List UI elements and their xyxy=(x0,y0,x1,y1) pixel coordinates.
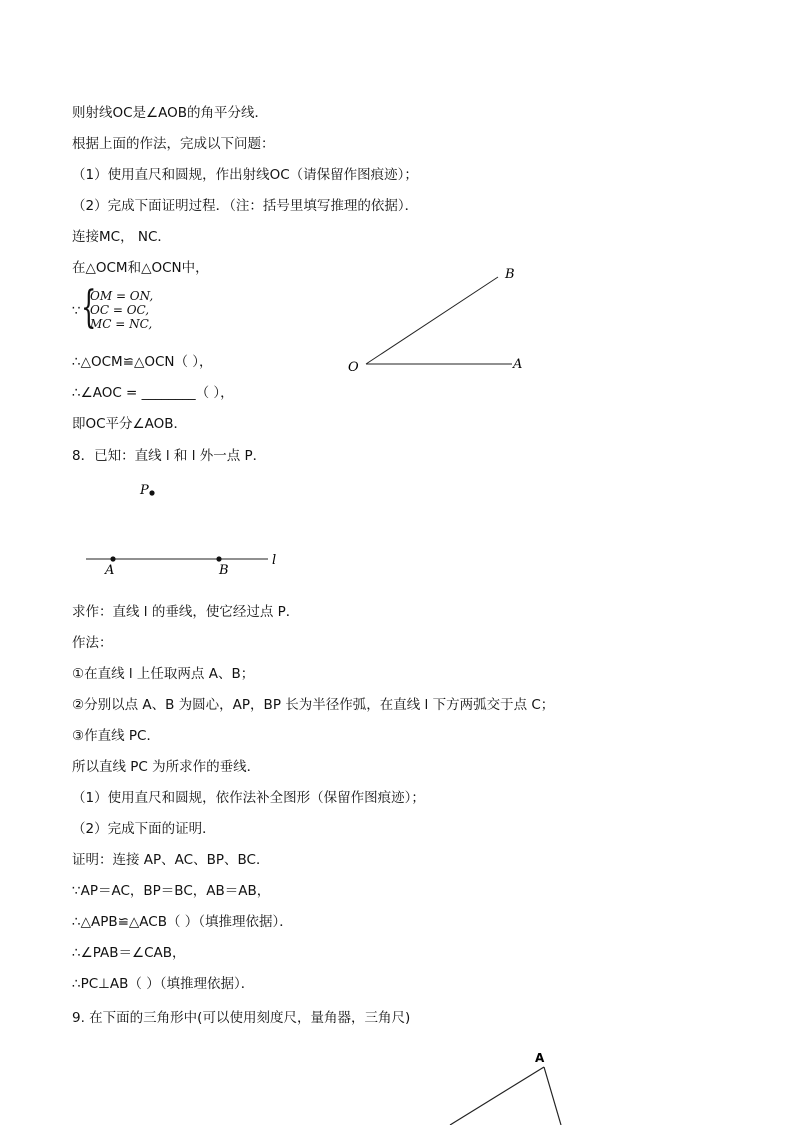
left-brace: { xyxy=(81,282,97,333)
label-a: A xyxy=(513,357,523,372)
text-step-2: ②分别以点 A、B 为圆心，AP，BP 长为半径作弧，在直线 l 下方两弧交于点 C； xyxy=(72,697,555,713)
system-line-3: MC = NC, xyxy=(90,317,153,331)
text-problem-8: 8．已知：直线 l 和 l 外一点 P． xyxy=(72,448,267,464)
label-a: A xyxy=(535,1051,545,1065)
text-instruction: 根据上面的作法，完成以下问题： xyxy=(72,136,275,152)
label-b: B xyxy=(505,267,515,282)
text-connect: 连接MC， NC． xyxy=(72,229,171,245)
text-angle-blank: ∴∠AOC = ________（ ）， xyxy=(72,385,234,401)
text-step-1: ①在直线 l 上任取两点 A、B； xyxy=(72,666,255,682)
label-l: l xyxy=(272,553,277,568)
label-b: B xyxy=(219,563,229,578)
text-proof-perpendicular: ∴PC⊥AB（ ）（填推理依据）． xyxy=(72,976,255,992)
label-a: A xyxy=(105,563,115,578)
equation-system xyxy=(72,282,192,335)
triangle-figure xyxy=(440,1045,600,1125)
label-o: O xyxy=(348,360,359,375)
label-p: P xyxy=(140,483,149,498)
text-construct-goal: 求作：直线 l 的垂线，使它经过点 P． xyxy=(72,604,300,620)
triangle-side-right xyxy=(544,1067,561,1125)
line-l-figure xyxy=(80,478,300,578)
text-proof-angles: ∴∠PAB＝∠CAB， xyxy=(72,945,186,961)
point-p xyxy=(149,490,154,495)
text-question-1: （1）使用直尺和圆规，作出射线OC（请保留作图痕迹）； xyxy=(72,167,418,183)
text-proof-congruent: ∴△APB≌△ACB（ ）（填推理依据）． xyxy=(72,914,293,930)
point-b xyxy=(216,556,221,561)
text-task-1: （1）使用直尺和圆规，依作法补全图形（保留作图痕迹）； xyxy=(72,790,425,806)
text-step-3: ③作直线 PC． xyxy=(72,728,160,744)
triangle-side-left xyxy=(450,1067,544,1125)
angle-aob-figure xyxy=(340,260,540,380)
text-question-2: （2）完成下面证明过程．（注：括号里填写推理的依据）． xyxy=(72,198,419,214)
text-triangles: 在△OCM和△OCN中， xyxy=(72,260,209,276)
ray-ob xyxy=(366,277,498,364)
text-method-heading: 作法： xyxy=(72,635,113,651)
text-bisects: 即OC平分∠AOB． xyxy=(72,416,188,432)
because-symbol: ∵ xyxy=(72,303,81,319)
text-problem-9: 9. 在下面的三角形中(可以使用刻度尺，量角器，三角尺) xyxy=(72,1010,411,1026)
system-line-2: OC = OC, xyxy=(90,303,150,317)
text-task-2: （2）完成下面的证明． xyxy=(72,821,216,837)
text-conclusion-bisector: 则射线OC是∠AOB的角平分线． xyxy=(72,105,269,121)
text-congruent: ∴△OCM≌△OCN（ ）， xyxy=(72,354,213,370)
point-a xyxy=(110,556,115,561)
text-proof-equal: ∵AP＝AC，BP＝BC，AB＝AB， xyxy=(72,883,271,899)
system-line-1: OM = ON, xyxy=(90,289,154,303)
text-result: 所以直线 PC 为所求作的垂线． xyxy=(72,759,261,775)
text-proof-connect: 证明：连接 AP、AC、BP、BC． xyxy=(72,852,270,868)
